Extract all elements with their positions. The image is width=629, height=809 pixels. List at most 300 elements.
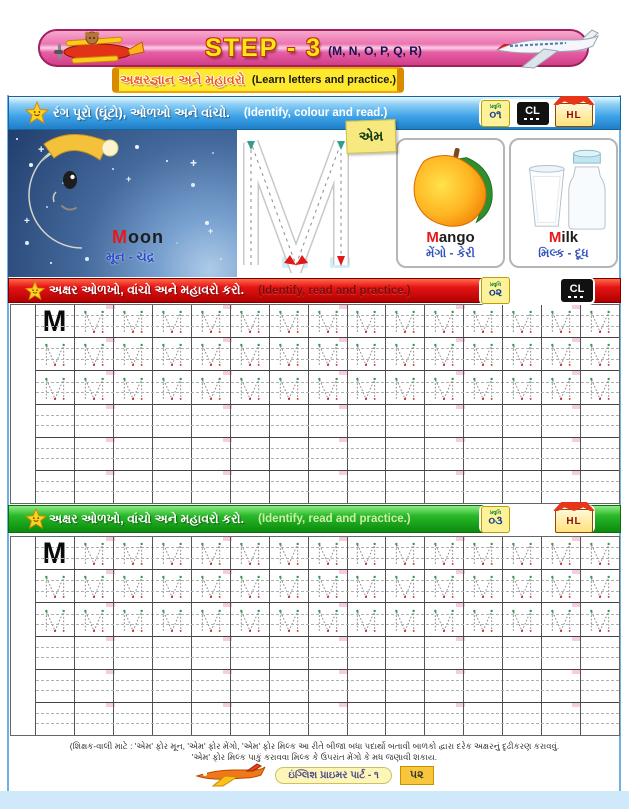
trace-letter-cell xyxy=(75,570,114,602)
dotted-letter-icon xyxy=(353,340,379,369)
trace-letter-cell xyxy=(348,537,387,569)
dotted-letter-icon xyxy=(392,572,418,601)
example-letter-cell xyxy=(36,305,75,337)
trace-letter-cell xyxy=(75,305,114,337)
dotted-letter-icon xyxy=(431,340,457,369)
dotted-letter-icon xyxy=(470,539,496,568)
empty-writing-cell xyxy=(36,703,75,735)
classwork-badge: CL xyxy=(517,102,549,125)
trace-letter-cell xyxy=(542,570,581,602)
dotted-letter-icon xyxy=(120,606,146,635)
trace-letter-cell xyxy=(309,537,348,569)
moon-panel: + + + + + Moon મૂન - ચંદ્ર xyxy=(8,130,237,277)
trace-letter-cell xyxy=(542,537,581,569)
dotted-letter-icon xyxy=(159,340,185,369)
empty-writing-cell xyxy=(425,703,464,735)
empty-writing-cell xyxy=(386,703,425,735)
badge-group xyxy=(479,99,595,127)
dotted-letter-icon xyxy=(237,374,263,403)
dotted-letter-icon xyxy=(587,374,613,403)
dotted-letter-icon xyxy=(315,307,341,336)
dotted-letter-icon xyxy=(42,606,68,635)
ruled-row-trace xyxy=(36,371,619,404)
dotted-letter-icon xyxy=(159,606,185,635)
practice-grid-classwork xyxy=(10,304,620,504)
dotted-letter-icon xyxy=(81,374,107,403)
empty-writing-cell xyxy=(231,405,270,437)
empty-writing-cell xyxy=(348,405,387,437)
dotted-letter-icon xyxy=(431,606,457,635)
dotted-letter-icon xyxy=(548,606,574,635)
instruction-english: (Identify, colour and read.) xyxy=(243,107,388,119)
empty-writing-cell xyxy=(270,471,309,503)
trace-letter-cell xyxy=(348,603,387,635)
empty-writing-cell xyxy=(464,438,503,470)
dotted-letter-icon xyxy=(587,606,613,635)
grid-margin-column xyxy=(11,537,36,735)
trace-letter-cell xyxy=(348,338,387,370)
trace-letter-cell xyxy=(309,371,348,403)
empty-writing-cell xyxy=(542,670,581,702)
empty-writing-cell xyxy=(542,703,581,735)
dotted-letter-icon xyxy=(431,307,457,336)
ruled-row-empty xyxy=(36,438,619,471)
trace-letter-cell xyxy=(309,305,348,337)
empty-writing-cell xyxy=(270,438,309,470)
dotted-letter-icon xyxy=(276,539,302,568)
trace-letter-cell xyxy=(542,338,581,370)
dotted-letter-icon xyxy=(509,606,535,635)
dotted-letter-icon xyxy=(81,539,107,568)
empty-writing-cell xyxy=(270,703,309,735)
trace-letter-cell xyxy=(231,305,270,337)
trace-letter-cell xyxy=(36,570,75,602)
dotted-letter-icon xyxy=(81,307,107,336)
empty-writing-cell xyxy=(309,670,348,702)
star-icon xyxy=(25,101,49,125)
example-letter-cell xyxy=(36,537,75,569)
mango-icon xyxy=(402,144,500,230)
empty-writing-cell xyxy=(581,637,619,669)
trace-letter-cell xyxy=(75,338,114,370)
dotted-letter-icon xyxy=(587,340,613,369)
empty-writing-cell xyxy=(75,471,114,503)
footnote-line2: 'એમ' ફોર મિલ્ક પાકું કરાવવા મિલ્ક કે ઉપરાંત મેંગો કે મધ જણાવી શકાય. xyxy=(191,751,438,762)
trace-letter-cell xyxy=(36,338,75,370)
dotted-letter-icon xyxy=(470,340,496,369)
empty-writing-cell xyxy=(114,405,153,437)
trace-letter-cell xyxy=(75,371,114,403)
dotted-letter-icon xyxy=(431,572,457,601)
trace-letter-cell xyxy=(231,338,270,370)
toy-plane-icon xyxy=(46,30,148,66)
empty-writing-cell xyxy=(114,438,153,470)
dotted-letter-icon xyxy=(431,539,457,568)
empty-writing-cell xyxy=(192,637,231,669)
trace-letter-cell xyxy=(581,305,619,337)
dotted-letter-icon xyxy=(276,606,302,635)
trace-letter-cell xyxy=(114,338,153,370)
empty-writing-cell xyxy=(309,637,348,669)
page-footer xyxy=(0,762,629,788)
dotted-letter-icon xyxy=(81,572,107,601)
empty-writing-cell xyxy=(153,438,192,470)
dotted-letter-icon xyxy=(120,340,146,369)
empty-writing-cell xyxy=(464,405,503,437)
teacher-footnote xyxy=(12,741,617,762)
trace-letter-cell xyxy=(153,371,192,403)
empty-writing-cell xyxy=(231,670,270,702)
trace-letter-cell xyxy=(231,537,270,569)
mango-word-gujarati: મેંગો - કેરી xyxy=(425,245,475,260)
trace-letter-cell xyxy=(192,305,231,337)
milk-word: Milk xyxy=(548,229,579,246)
banner-title-gujarati: અક્ષરજ્ઞાન અને મહાવરો xyxy=(119,72,245,87)
empty-writing-cell xyxy=(464,471,503,503)
trace-letter-cell xyxy=(464,603,503,635)
trace-letter-cell xyxy=(36,603,75,635)
trace-letter-cell xyxy=(75,603,114,635)
moon-word-gujarati: મૂન - ચંદ્ર xyxy=(106,249,155,264)
empty-writing-cell xyxy=(425,471,464,503)
trace-letter-cell xyxy=(114,371,153,403)
dotted-letter-icon xyxy=(237,572,263,601)
instruction-english: (Identify, read and practice.) xyxy=(258,284,411,297)
empty-writing-cell xyxy=(581,703,619,735)
dotted-letter-icon xyxy=(353,606,379,635)
trace-letter-cell xyxy=(386,603,425,635)
trace-letter-cell xyxy=(114,537,153,569)
badge-group xyxy=(479,277,595,305)
ruled-row-empty xyxy=(36,471,619,503)
empty-writing-cell xyxy=(464,670,503,702)
trace-letter-cell xyxy=(581,570,619,602)
empty-writing-cell xyxy=(464,637,503,669)
empty-writing-cell xyxy=(192,438,231,470)
dotted-letter-icon xyxy=(315,606,341,635)
banner-title-english: (Learn letters and practice.) xyxy=(251,74,397,86)
empty-writing-cell xyxy=(348,438,387,470)
empty-writing-cell xyxy=(581,438,619,470)
milk-icon xyxy=(516,144,612,230)
sticky-note: એમ xyxy=(345,119,396,154)
trace-letter-cell xyxy=(309,338,348,370)
empty-writing-cell xyxy=(503,670,542,702)
dotted-letter-icon xyxy=(81,340,107,369)
trace-letter-cell xyxy=(153,537,192,569)
empty-writing-cell xyxy=(425,637,464,669)
mango-card xyxy=(396,138,505,268)
empty-writing-cell xyxy=(348,670,387,702)
empty-writing-cell xyxy=(542,405,581,437)
trace-letter-cell xyxy=(503,371,542,403)
dotted-letter-icon xyxy=(392,539,418,568)
trace-letter-cell xyxy=(270,305,309,337)
dotted-letter-icon xyxy=(470,374,496,403)
dotted-letter-icon xyxy=(159,539,185,568)
trace-letter-cell xyxy=(153,603,192,635)
star-icon xyxy=(25,281,45,301)
jet-plane-icon xyxy=(494,27,602,73)
ruled-row-trace xyxy=(36,338,619,371)
dotted-letter-icon xyxy=(392,374,418,403)
empty-writing-cell xyxy=(153,405,192,437)
trace-letter-cell xyxy=(503,570,542,602)
dotted-letter-icon xyxy=(587,572,613,601)
dotted-letter-icon xyxy=(159,374,185,403)
empty-writing-cell xyxy=(386,471,425,503)
trace-letter-cell xyxy=(503,338,542,370)
dotted-letter-icon xyxy=(276,572,302,601)
empty-writing-cell xyxy=(386,637,425,669)
empty-writing-cell xyxy=(75,438,114,470)
dotted-letter-icon xyxy=(548,307,574,336)
trace-letter-cell xyxy=(581,603,619,635)
classwork-badge: CL xyxy=(561,279,593,302)
empty-writing-cell xyxy=(192,405,231,437)
book-title-label: ઇંગ્લિશ પ્રાઇમર પાર્ટ - ૧ xyxy=(275,767,391,784)
solid-letter: M xyxy=(43,305,67,338)
trace-letter-cell xyxy=(386,305,425,337)
dotted-letter-icon xyxy=(353,307,379,336)
dotted-letter-icon xyxy=(470,572,496,601)
empty-writing-cell xyxy=(75,703,114,735)
trace-letter-cell xyxy=(153,570,192,602)
instruction-bar-write-hl xyxy=(8,505,621,533)
empty-writing-cell xyxy=(425,438,464,470)
moon-word: Moon xyxy=(112,227,164,247)
dotted-letter-icon xyxy=(509,374,535,403)
dotted-letter-icon xyxy=(198,340,224,369)
empty-writing-cell xyxy=(348,703,387,735)
empty-writing-cell xyxy=(231,438,270,470)
empty-writing-cell xyxy=(309,703,348,735)
practice-grid-homework xyxy=(10,536,620,736)
empty-writing-cell xyxy=(581,670,619,702)
trace-letter-cell xyxy=(192,338,231,370)
dotted-letter-icon xyxy=(159,307,185,336)
empty-writing-cell xyxy=(425,670,464,702)
dotted-letter-icon xyxy=(120,374,146,403)
trace-letter-cell xyxy=(464,371,503,403)
empty-writing-cell xyxy=(75,670,114,702)
empty-writing-cell xyxy=(192,471,231,503)
empty-writing-cell xyxy=(192,703,231,735)
homework-badge: HL xyxy=(555,103,593,127)
trace-letter-cell xyxy=(309,603,348,635)
empty-writing-cell xyxy=(386,405,425,437)
trace-letter-cell xyxy=(386,338,425,370)
dotted-letter-icon xyxy=(237,307,263,336)
trace-letter-cell xyxy=(114,603,153,635)
dotted-letter-icon xyxy=(120,539,146,568)
empty-writing-cell xyxy=(36,670,75,702)
trace-letter-cell xyxy=(425,537,464,569)
trace-letter-cell xyxy=(464,537,503,569)
trace-letter-cell xyxy=(270,371,309,403)
ruled-row-empty xyxy=(36,405,619,438)
trace-letter-cell xyxy=(36,371,75,403)
dotted-letter-icon xyxy=(509,572,535,601)
lesson-banner xyxy=(112,67,404,93)
dotted-letter-icon xyxy=(237,539,263,568)
ruled-row-trace xyxy=(36,305,619,338)
empty-writing-cell xyxy=(114,670,153,702)
dotted-letter-icon xyxy=(42,340,68,369)
instruction-gujarati: અક્ષર ઓળખો, વાંચો અને મહાવરો કરો. xyxy=(49,511,245,526)
trace-letter-cell xyxy=(464,305,503,337)
empty-writing-cell xyxy=(231,637,270,669)
empty-writing-cell xyxy=(270,637,309,669)
instruction-gujarati: અક્ષર ઓળખો, વાંચો અને મહાવરો કરો. xyxy=(49,283,245,297)
dotted-letter-icon xyxy=(509,307,535,336)
trace-letter-cell xyxy=(425,570,464,602)
empty-writing-cell xyxy=(542,471,581,503)
trace-letter-cell xyxy=(581,338,619,370)
empty-writing-cell xyxy=(386,438,425,470)
trace-letter-cell xyxy=(386,371,425,403)
dotted-letter-icon xyxy=(237,340,263,369)
dotted-letter-icon xyxy=(198,374,224,403)
dotted-letter-icon xyxy=(353,539,379,568)
empty-writing-cell xyxy=(192,670,231,702)
trace-letter-cell xyxy=(153,305,192,337)
dotted-letter-icon xyxy=(81,606,107,635)
trace-letter-cell xyxy=(503,603,542,635)
dotted-letter-icon xyxy=(392,340,418,369)
dotted-letter-icon xyxy=(587,307,613,336)
page-number: ૫૨ xyxy=(400,766,434,785)
trace-letter-cell xyxy=(464,338,503,370)
trace-letter-cell xyxy=(192,371,231,403)
empty-writing-cell xyxy=(153,670,192,702)
instruction-english: (Identify, read and practice.) xyxy=(258,513,411,525)
dotted-letter-icon xyxy=(470,606,496,635)
empty-writing-cell xyxy=(464,703,503,735)
grid-margin-column xyxy=(11,305,36,503)
trace-letter-cell xyxy=(348,371,387,403)
trace-letter-cell xyxy=(425,338,464,370)
empty-writing-cell xyxy=(503,405,542,437)
trace-letter-cell xyxy=(192,603,231,635)
empty-writing-cell xyxy=(270,670,309,702)
dotted-letter-icon xyxy=(392,307,418,336)
empty-writing-cell xyxy=(231,471,270,503)
empty-writing-cell xyxy=(348,471,387,503)
trace-letter-cell xyxy=(192,570,231,602)
step-letters: (M, N, O, P, Q, R) xyxy=(328,44,422,58)
trace-letter-cell xyxy=(231,371,270,403)
footnote-line1: (શિક્ષક-વાલી માટે : 'એમ' ફોર મૂન, 'એમ' ફોર મેંગો, 'એમ' ફોર મિલ્ક આ રીતે બીજા બધા પદાર્થો બતાવી બાળકો દ્વારા દરેક અક્ષરનું દૃઢીકરણ કરાવવું. xyxy=(69,741,560,751)
dotted-letter-icon xyxy=(470,307,496,336)
empty-writing-cell xyxy=(542,438,581,470)
dotted-letter-icon xyxy=(548,572,574,601)
empty-writing-cell xyxy=(75,405,114,437)
trace-letter-cell xyxy=(464,570,503,602)
dotted-letter-icon xyxy=(120,307,146,336)
ruled-row-trace xyxy=(36,537,619,570)
empty-writing-cell xyxy=(114,637,153,669)
homework-badge: HL xyxy=(555,509,593,533)
empty-writing-cell xyxy=(581,471,619,503)
trace-letter-cell xyxy=(231,570,270,602)
solid-letter: M xyxy=(43,537,67,570)
empty-writing-cell xyxy=(503,703,542,735)
trace-letter-cell xyxy=(75,537,114,569)
bottom-border-strip xyxy=(0,791,629,809)
trace-letter-cell xyxy=(425,305,464,337)
milk-card xyxy=(509,138,618,268)
empty-writing-cell xyxy=(270,405,309,437)
dotted-letter-icon xyxy=(548,539,574,568)
empty-writing-cell xyxy=(36,471,75,503)
dotted-letter-icon xyxy=(276,340,302,369)
dotted-letter-icon xyxy=(315,340,341,369)
trace-letter-cell xyxy=(231,603,270,635)
activity-number-badge: પ્રવૃત્તિ ૦૧ xyxy=(481,100,510,127)
trace-letter-cell xyxy=(386,537,425,569)
empty-writing-cell xyxy=(309,405,348,437)
mango-word: Mango xyxy=(426,229,475,246)
instruction-bar-write-cl xyxy=(8,278,621,303)
trace-letter-cell xyxy=(503,305,542,337)
dotted-letter-icon xyxy=(198,572,224,601)
empty-writing-cell xyxy=(153,637,192,669)
dotted-letter-icon xyxy=(276,307,302,336)
empty-writing-cell xyxy=(503,471,542,503)
dotted-letter-icon xyxy=(198,606,224,635)
empty-writing-cell xyxy=(503,637,542,669)
dotted-letter-icon xyxy=(509,340,535,369)
dotted-letter-icon xyxy=(509,539,535,568)
dotted-letter-icon xyxy=(587,539,613,568)
dotted-letter-icon xyxy=(198,307,224,336)
ruled-row-empty xyxy=(36,703,619,735)
activity-number-badge: પ્રવૃત્તિ ૦૩ xyxy=(481,506,510,533)
big-trace-letter-m xyxy=(238,133,352,273)
footer-plane-icon xyxy=(195,762,267,788)
dotted-letter-icon xyxy=(42,572,68,601)
empty-writing-cell xyxy=(75,637,114,669)
dotted-letter-icon xyxy=(42,374,68,403)
dotted-letter-icon xyxy=(548,374,574,403)
trace-letter-cell xyxy=(192,537,231,569)
empty-writing-cell xyxy=(386,670,425,702)
empty-writing-cell xyxy=(114,471,153,503)
dotted-letter-icon xyxy=(431,374,457,403)
trace-letter-cell xyxy=(114,305,153,337)
empty-writing-cell xyxy=(36,637,75,669)
empty-writing-cell xyxy=(309,438,348,470)
dotted-letter-icon xyxy=(237,606,263,635)
dotted-letter-icon xyxy=(315,374,341,403)
empty-writing-cell xyxy=(581,405,619,437)
trace-letter-cell xyxy=(581,537,619,569)
trace-letter-cell xyxy=(348,305,387,337)
dotted-letter-icon xyxy=(392,606,418,635)
star-icon xyxy=(25,508,47,530)
empty-writing-cell xyxy=(36,405,75,437)
trace-letter-cell xyxy=(270,603,309,635)
trace-letter-cell xyxy=(425,603,464,635)
empty-writing-cell xyxy=(153,703,192,735)
dotted-letter-icon xyxy=(120,572,146,601)
ruled-row-empty xyxy=(36,637,619,670)
empty-writing-cell xyxy=(425,405,464,437)
ruled-row-trace xyxy=(36,603,619,636)
dotted-letter-icon xyxy=(315,539,341,568)
empty-writing-cell xyxy=(114,703,153,735)
